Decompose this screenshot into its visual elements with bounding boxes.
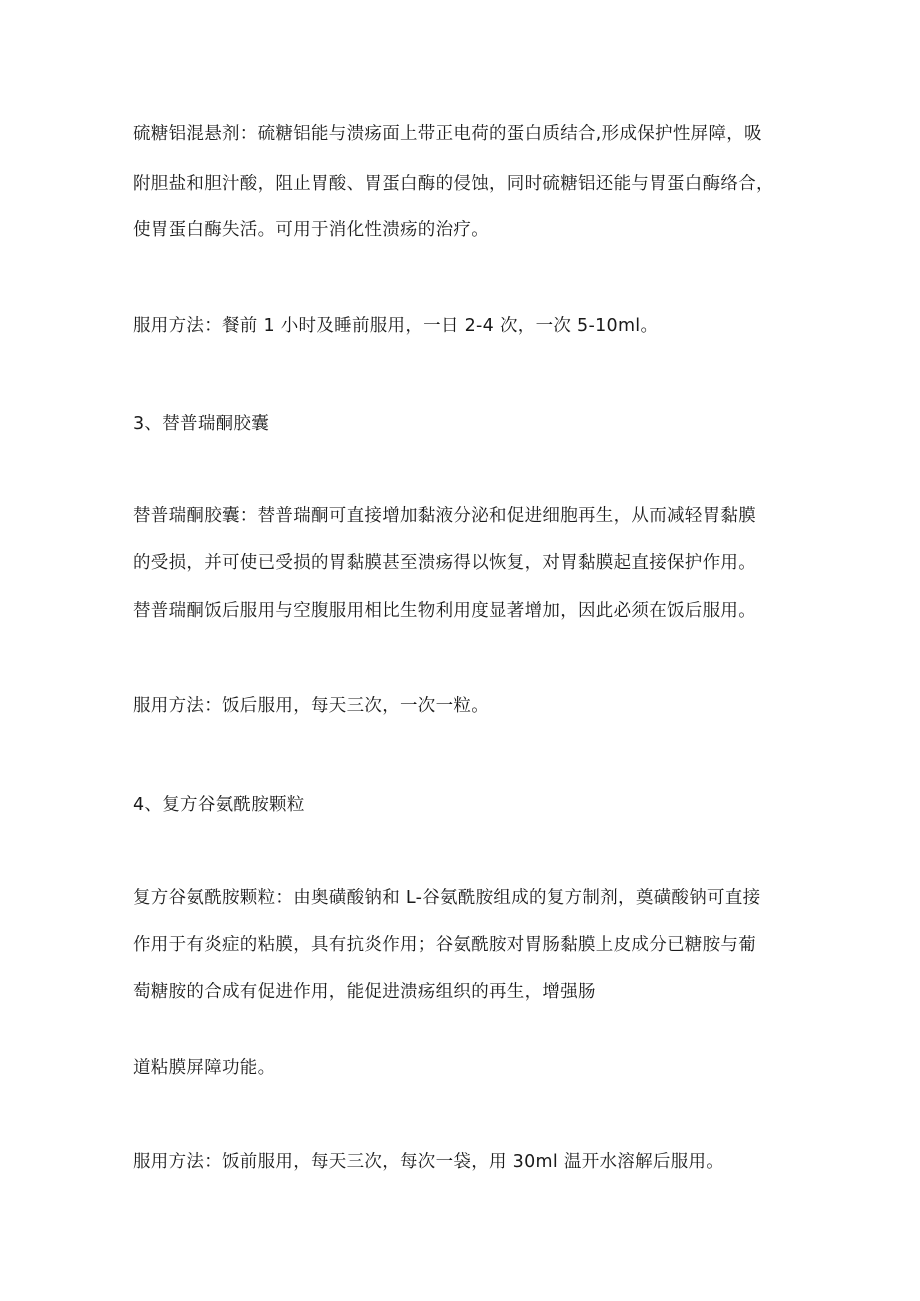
sucralfate-desc-line-2: 附胆盐和胆汁酸，阻止胃酸、胃蛋白酶的侵蚀，同时硫糖铝还能与胃蛋白酶络合， (133, 174, 774, 194)
sucralfate-desc-line-1: 硫糖铝混悬剂：硫糖铝能与溃疡面上带正电荷的蛋白质结合,形成保护性屏障，吸 (133, 124, 762, 144)
glutamine-desc-line-3: 萄糖胺的合成有促进作用，能促进溃疡组织的再生，增强肠 (133, 982, 596, 1002)
section-heading-teprenone: 3、替普瑞酮胶囊 (133, 414, 270, 434)
teprenone-desc-line-2: 的受损，并可使已受损的胃黏膜甚至溃疡得以恢复，对胃黏膜起直接保护作用。 (133, 553, 756, 573)
section-heading-glutamine-granules: 4、复方谷氨酰胺颗粒 (133, 795, 305, 815)
sucralfate-usage: 服用方法：餐前 1 小时及睡前服用，一日 2-4 次，一次 5-10ml。 (133, 316, 659, 336)
glutamine-usage: 服用方法：饭前服用，每天三次，每次一袋，用 30ml 温开水溶解后服用。 (133, 1152, 725, 1172)
teprenone-usage: 服用方法：饭后服用，每天三次，一次一粒。 (133, 696, 489, 716)
teprenone-desc-line-3: 替普瑞酮饭后服用与空腹服用相比生物利用度显著增加，因此必须在饭后服用。 (133, 601, 756, 621)
glutamine-desc-line-4: 道粘膜屏障功能。 (133, 1058, 276, 1078)
glutamine-desc-line-1: 复方谷氨酰胺颗粒：由奥磺酸钠和 L-谷氨酰胺组成的复方制剂，奠磺酸钠可直接 (133, 888, 761, 908)
sucralfate-desc-line-3: 使胃蛋白酶失活。可用于消化性溃疡的治疗。 (133, 220, 489, 240)
glutamine-desc-line-2: 作用于有炎症的粘膜，具有抗炎作用；谷氨酰胺对胃肠黏膜上皮成分已糖胺与葡 (133, 935, 756, 955)
teprenone-desc-line-1: 替普瑞酮胶囊：替普瑞酮可直接增加黏液分泌和促进细胞再生，从而减轻胃黏膜 (133, 506, 756, 526)
